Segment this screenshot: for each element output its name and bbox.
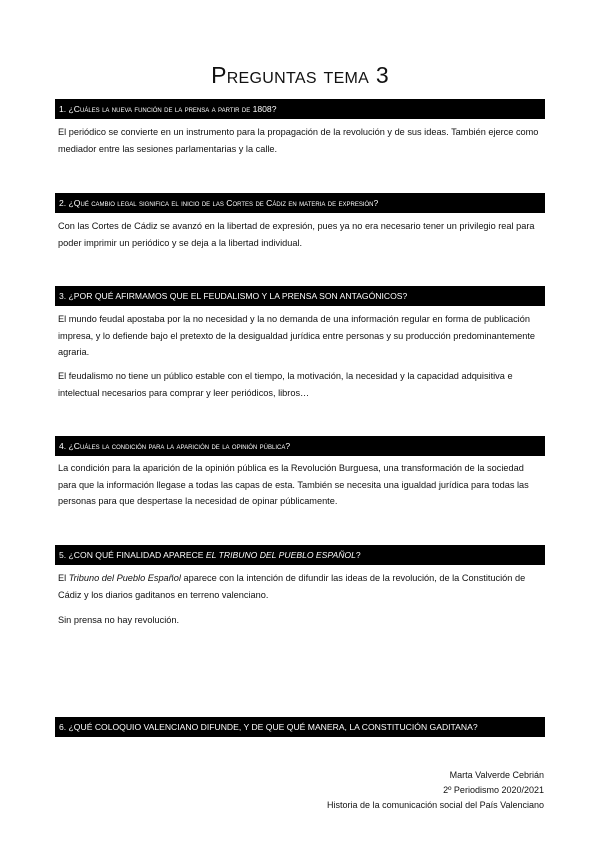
section-6-heading: 6. ¿QUÉ COLOQUIO VALENCIANO DIFUNDE, Y DE QUE QUÉ MANERA, LA CONSTITUCIÓN GADITANA?: [55, 717, 545, 737]
section-5-paragraph: [58, 570, 544, 603]
footer: [327, 768, 544, 813]
section-5-paragraph-suffix: aparece con la intención de difundir las ideas de la revolución, de la Constitución de Cádiz y los diarios gaditanos en terreno valenciano.: [58, 573, 526, 600]
section-4-heading: 4. ¿Cuáles la condición para la aparición de la opinión pública?: [55, 436, 545, 456]
page-title: Preguntas tema 3: [211, 62, 389, 88]
footer-course: 2º Periodismo 2020/2021: [443, 785, 544, 795]
section-5-paragraph-italic: Tribuno del Pueblo Español: [68, 573, 181, 583]
footer-author: Marta Valverde Cebrián: [449, 770, 544, 780]
section-5-paragraph-prefix: El: [58, 573, 69, 583]
section-2-heading: 2. ¿Qué cambio legal significa el inicio de las Cortes de Cádiz en materia de expresión?: [55, 193, 545, 213]
section-5-heading: [55, 545, 545, 565]
section-1-heading: 1. ¿Cuáles la nueva función de la prensa a partir de 1808?: [55, 99, 545, 119]
section-3-paragraph-1: El mundo feudal apostaba por la no necesidad y la no demanda de una información regular en forma de publicación impresa, y lo defiende bajo el pretexto de la desigualdad jurídica entre personas y su producción predominantemente agraria.: [58, 314, 536, 357]
section-5-paragraph-2: Sin prensa no hay revolución.: [58, 615, 180, 625]
section-4-paragraph: La condición para la aparición de la opinión pública es la Revolución Burguesa, una transformación de la sociedad para que la información llegase a todas las capas de esta. También se necesita una igualdad jurídica para todas las personas para que despertase la necesidad de opinar públicamente.: [58, 463, 529, 506]
section-2-paragraph: Con las Cortes de Cádiz se avanzó en la libertad de expresión, pues ya no era necesario tener un privilegio real para poder imprimir un periódico y se deja a la libertad individual.: [58, 221, 535, 248]
footer-subject: Historia de la comunicación social del País Valenciano: [327, 800, 544, 810]
section-5-heading-suffix: ?: [355, 550, 361, 560]
section-3-heading: 3. ¿POR QUÉ AFIRMAMOS QUE EL FEUDALISMO Y LA PRENSA SON ANTAGÓNICOS?: [55, 286, 545, 306]
section-1-paragraph: El periódico se convierte en un instrumento para la propagación de la revolución y de sus ideas. También ejerce como mediador entre las sesiones parlamentarias y la calle.: [58, 127, 539, 154]
section-3-paragraph-2: El feudalismo no tiene un público estable con el tiempo, la motivación, la necesidad y la capacidad adquisitiva e intelectual necesarios para comprar y leer periódicos, libros…: [58, 371, 513, 398]
section-5-heading-prefix: 5. ¿CON QUÉ FINALIDAD APARECE: [59, 550, 206, 560]
section-5-heading-italic: EL TRIBUNO DEL PUEBLO ESPAÑOL: [205, 550, 356, 560]
